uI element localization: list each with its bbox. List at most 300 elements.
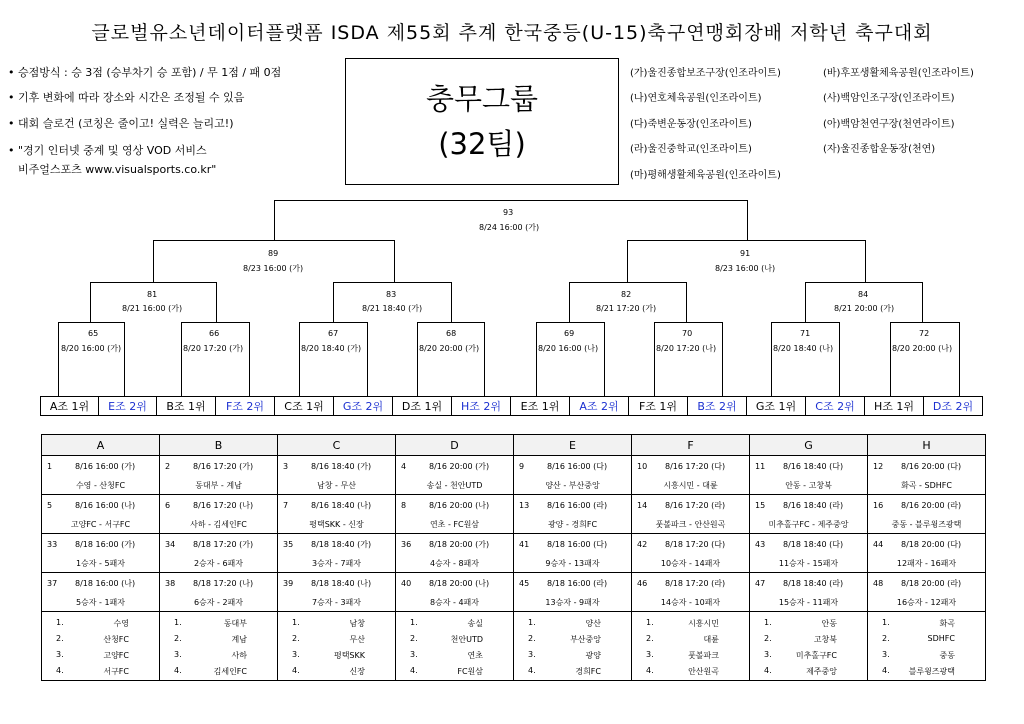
match-number: 46 <box>637 579 648 588</box>
match-number: 33 <box>47 540 58 549</box>
match-teams: 8승자 - 4패자 <box>429 598 480 607</box>
team-name: 시흥시민 <box>688 619 719 628</box>
qf-83-time: 8/21 18:40 (가) <box>362 304 423 313</box>
qf-82-time: 8/21 17:20 (가) <box>596 304 657 313</box>
semi-2-time: 8/23 16:00 (나) <box>715 264 776 273</box>
match-time: 8/16 17:20 (가) <box>193 462 254 471</box>
rank-label: 4. <box>292 666 300 675</box>
match-cell <box>278 534 396 573</box>
seed-a2: A조 2위 <box>569 396 629 416</box>
match-teams: 미추홀구FC - 제주중앙 <box>768 520 849 529</box>
roster-entry <box>882 634 955 646</box>
match-teams: 안동 - 고창북 <box>785 481 832 490</box>
rank-label: 2. <box>764 634 772 643</box>
seed-e2: E조 2위 <box>98 396 157 416</box>
venue-ja: (자)울진종합운동장(천연) <box>823 144 936 155</box>
team-name: 중동 <box>939 651 955 660</box>
match-time: 8/18 18:40 (라) <box>783 579 844 588</box>
match-time: 8/16 18:40 (가) <box>311 462 372 471</box>
team-name: 안산원곡 <box>688 667 719 676</box>
rank-label: 2. <box>56 634 64 643</box>
roster-entry <box>56 666 129 678</box>
page-title: 글로벌유소년데이터플랫폼 ISDA 제55회 추계 한국중등(U-15)축구연맹회장배 저학년 축구대회 <box>91 22 933 44</box>
match-number: 35 <box>283 540 294 549</box>
match-number: 1 <box>47 462 53 471</box>
match-number: 2 <box>165 462 171 471</box>
match-teams: 14승자 - 10패자 <box>660 598 721 607</box>
match-cell <box>396 534 514 573</box>
seed-f1: F조 1위 <box>628 396 688 416</box>
r16-65-time: 8/20 16:00 (가) <box>61 344 122 353</box>
schedule-row <box>42 495 986 534</box>
match-time: 8/16 18:40 (라) <box>783 501 844 510</box>
match-cell <box>278 495 396 534</box>
roster-entry <box>410 634 483 646</box>
rank-label: 3. <box>56 650 64 659</box>
match-time: 8/18 17:20 (나) <box>193 579 254 588</box>
match-teams: 수영 - 산청FC <box>75 481 126 490</box>
match-teams: 10승자 - 14패자 <box>660 559 721 568</box>
group-name: 충무그룹 <box>425 82 539 116</box>
match-number: 10 <box>637 462 648 471</box>
match-time: 8/18 20:00 (다) <box>901 540 962 549</box>
match-cell <box>868 534 986 573</box>
roster-entry <box>292 618 365 630</box>
team-name: 대륜 <box>703 635 719 644</box>
rank-label: 2. <box>882 634 890 643</box>
roster-entry <box>528 634 601 646</box>
seed-f2: F조 2위 <box>215 396 275 416</box>
rank-label: 2. <box>292 634 300 643</box>
team-name: 화곡 <box>939 619 955 628</box>
group-roster <box>160 612 278 681</box>
match-cell <box>632 573 750 612</box>
match-number: 11 <box>755 462 766 471</box>
group-header-f: F <box>632 435 750 456</box>
seed-b2: B조 2위 <box>687 396 747 416</box>
match-cell <box>160 456 278 495</box>
schedule-row <box>42 573 986 612</box>
match-time: 8/18 16:00 (라) <box>547 579 608 588</box>
rank-label: 4. <box>764 666 772 675</box>
rank-label: 1. <box>764 618 772 627</box>
match-number: 13 <box>519 501 530 510</box>
rank-label: 2. <box>528 634 536 643</box>
group-roster <box>750 612 868 681</box>
match-cell <box>750 456 868 495</box>
match-teams: 6승자 - 2패자 <box>193 598 244 607</box>
match-cell <box>160 495 278 534</box>
rank-label: 4. <box>882 666 890 675</box>
match-time: 8/16 16:00 (라) <box>547 501 608 510</box>
match-cell <box>278 456 396 495</box>
rank-label: 3. <box>410 650 418 659</box>
rank-label: 4. <box>410 666 418 675</box>
match-teams: 3승자 - 7패자 <box>311 559 362 568</box>
match-time: 8/16 16:00 (가) <box>75 462 136 471</box>
match-time: 8/18 17:20 (가) <box>193 540 254 549</box>
team-name: 천안UTD <box>450 635 483 644</box>
roster-entry <box>174 618 247 630</box>
group-roster <box>632 612 750 681</box>
rank-label: 4. <box>646 666 654 675</box>
match-cell <box>396 456 514 495</box>
r16-72-no: 72 <box>919 329 930 338</box>
match-teams: 평택SKK - 신장 <box>309 520 364 529</box>
rank-label: 3. <box>292 650 300 659</box>
match-cell <box>750 534 868 573</box>
seed-d2: D조 2위 <box>923 396 983 416</box>
match-teams: 동대부 - 계남 <box>195 481 242 490</box>
match-cell <box>42 456 160 495</box>
roster-entry <box>528 618 601 630</box>
match-time: 8/18 20:00 (나) <box>429 579 490 588</box>
roster-entry <box>292 650 365 662</box>
semi-2-no: 91 <box>740 249 751 258</box>
match-teams: 5승자 - 1패자 <box>75 598 126 607</box>
qf-84-no: 84 <box>858 290 869 299</box>
team-name: SDHFC <box>927 634 955 643</box>
rank-label: 3. <box>174 650 182 659</box>
venue-ra: (라)울진중학교(인조라이트) <box>630 144 752 155</box>
venue-sa: (사)백암인조구장(인조라이트) <box>823 93 955 104</box>
semi-1-time: 8/23 16:00 (가) <box>243 264 304 273</box>
team-name: 수영 <box>113 619 129 628</box>
match-teams: 16승자 - 12패자 <box>896 598 957 607</box>
match-teams: 9승자 - 13패자 <box>545 559 600 568</box>
match-teams: 연초 - FC원삼 <box>429 520 480 529</box>
match-number: 4 <box>401 462 407 471</box>
rank-label: 2. <box>646 634 654 643</box>
roster-entry <box>764 666 837 678</box>
match-cell <box>750 495 868 534</box>
match-number: 6 <box>165 501 171 510</box>
match-cell <box>514 534 632 573</box>
match-teams: 시흥시민 - 대륜 <box>663 481 718 490</box>
venue-ba: (바)후포생활체육공원(인조라이트) <box>823 68 974 79</box>
seed-g2: G조 2위 <box>333 396 393 416</box>
note-broadcast: • "경기 인터넷 중계 및 영상 VOD 서비스 <box>8 144 207 157</box>
match-time: 8/16 20:00 (가) <box>429 462 490 471</box>
match-teams: 15승자 - 11패자 <box>778 598 839 607</box>
match-number: 9 <box>519 462 525 471</box>
match-time: 8/18 16:00 (다) <box>547 540 608 549</box>
roster-entry <box>174 666 247 678</box>
schedule-row <box>42 534 986 573</box>
team-name: 경희FC <box>575 667 601 676</box>
match-teams: 송실 - 천안UTD <box>426 481 483 490</box>
match-cell <box>514 495 632 534</box>
match-time: 8/18 20:00 (가) <box>429 540 490 549</box>
group-header-b: B <box>160 435 278 456</box>
match-time: 8/16 17:20 (다) <box>665 462 726 471</box>
r16-67-time: 8/20 18:40 (가) <box>301 344 362 353</box>
rank-label: 3. <box>882 650 890 659</box>
roster-entry <box>764 634 837 646</box>
qf-81-time: 8/21 16:00 (가) <box>122 304 183 313</box>
qf-81-no: 81 <box>147 290 158 299</box>
match-cell <box>160 573 278 612</box>
final-time: 8/24 16:00 (가) <box>479 223 540 232</box>
match-number: 3 <box>283 462 289 471</box>
rank-label: 4. <box>56 666 64 675</box>
group-header-h: H <box>868 435 986 456</box>
match-teams: 7승자 - 3패자 <box>311 598 362 607</box>
final-no: 93 <box>503 208 514 217</box>
match-number: 42 <box>637 540 648 549</box>
group-box <box>345 58 619 185</box>
match-number: 38 <box>165 579 176 588</box>
match-cell <box>42 495 160 534</box>
team-name: 부산중앙 <box>570 635 601 644</box>
r16-70-time: 8/20 17:20 (나) <box>656 344 717 353</box>
roster-entry <box>882 618 955 630</box>
team-name: 풋볼파크 <box>688 651 719 660</box>
roster-entry <box>174 634 247 646</box>
roster-entry <box>410 650 483 662</box>
roster-entry <box>646 650 719 662</box>
match-cell <box>868 495 986 534</box>
qf-82-no: 82 <box>621 290 632 299</box>
roster-entry <box>174 650 247 662</box>
match-time: 8/18 17:20 (다) <box>665 540 726 549</box>
rank-label: 1. <box>292 618 300 627</box>
team-name: 산청FC <box>103 635 129 644</box>
rank-label: 2. <box>174 634 182 643</box>
match-cell <box>514 573 632 612</box>
rank-label: 1. <box>174 618 182 627</box>
team-name: 블루윙즈광택 <box>908 667 955 676</box>
match-number: 36 <box>401 540 412 549</box>
qf-83-no: 83 <box>386 290 397 299</box>
note-broadcast-url: 비주얼스포츠 www.visualsports.co.kr" <box>18 163 217 176</box>
match-number: 43 <box>755 540 766 549</box>
match-number: 47 <box>755 579 766 588</box>
venue-ma: (마)평해생활체육공원(인조라이트) <box>630 170 781 181</box>
match-teams: 중동 - 블루윙즈광택 <box>891 520 962 529</box>
rank-label: 3. <box>764 650 772 659</box>
team-name: 계남 <box>231 635 247 644</box>
roster-entry <box>646 634 719 646</box>
r16-68-time: 8/20 20:00 (가) <box>419 344 480 353</box>
match-time: 8/18 18:40 (나) <box>311 579 372 588</box>
team-name: 평택SKK <box>333 651 365 660</box>
team-name: 무산 <box>349 635 365 644</box>
match-number: 44 <box>873 540 884 549</box>
seed-c1: C조 1위 <box>274 396 334 416</box>
seed-h2: H조 2위 <box>451 396 511 416</box>
rank-label: 1. <box>410 618 418 627</box>
match-time: 8/16 18:40 (나) <box>311 501 372 510</box>
group-roster <box>868 612 986 681</box>
roster-entry <box>56 634 129 646</box>
roster-entry <box>882 650 955 662</box>
match-teams: 11승자 - 15패자 <box>778 559 839 568</box>
match-number: 5 <box>47 501 53 510</box>
group-roster <box>396 612 514 681</box>
rank-label: 3. <box>646 650 654 659</box>
team-name: 김세인FC <box>213 667 247 676</box>
roster-entry <box>882 666 955 678</box>
seed-d1: D조 1위 <box>392 396 452 416</box>
roster-entry <box>646 666 719 678</box>
match-teams: 풋볼파크 - 안산원곡 <box>655 520 726 529</box>
r16-68-no: 68 <box>446 329 457 338</box>
team-name: FC원삼 <box>457 667 483 676</box>
group-header-c: C <box>278 435 396 456</box>
venue-na: (나)연호체육공원(인조라이트) <box>630 93 762 104</box>
match-cell <box>396 573 514 612</box>
team-name: 광양 <box>585 651 601 660</box>
group-header-a: A <box>42 435 160 456</box>
match-teams: 사하 - 김세인FC <box>190 520 247 529</box>
roster-entry <box>528 666 601 678</box>
match-time: 8/18 18:40 (다) <box>783 540 844 549</box>
match-number: 15 <box>755 501 766 510</box>
rank-label: 1. <box>528 618 536 627</box>
match-cell <box>160 534 278 573</box>
roster-entry <box>56 618 129 630</box>
team-name: 남창 <box>349 619 365 628</box>
match-number: 14 <box>637 501 648 510</box>
match-teams: 고양FC - 서구FC <box>70 520 131 529</box>
roster-entry <box>646 618 719 630</box>
note-scoring: • 승점방식 : 승 3점 (승부차기 승 포함) / 무 1점 / 패 0점 <box>8 66 282 79</box>
match-teams: 12패자 - 16패자 <box>896 559 957 568</box>
team-name: 연초 <box>467 651 483 660</box>
match-cell <box>632 456 750 495</box>
team-name: 양산 <box>585 619 601 628</box>
seed-c2: C조 2위 <box>805 396 865 416</box>
rank-label: 1. <box>646 618 654 627</box>
match-time: 8/16 20:00 (나) <box>429 501 490 510</box>
rank-label: 2. <box>410 634 418 643</box>
match-time: 8/16 18:40 (다) <box>783 462 844 471</box>
match-cell <box>42 573 160 612</box>
seed-e1: E조 1위 <box>510 396 570 416</box>
match-teams: 2승자 - 6패자 <box>193 559 244 568</box>
seed-b1: B조 1위 <box>156 396 216 416</box>
match-cell <box>750 573 868 612</box>
match-teams: 화곡 - SDHFC <box>901 481 952 490</box>
match-number: 8 <box>401 501 407 510</box>
match-cell <box>514 456 632 495</box>
r16-72-time: 8/20 20:00 (나) <box>892 344 953 353</box>
group-roster <box>42 612 160 681</box>
match-cell <box>396 495 514 534</box>
team-name: 미추홀구FC <box>795 651 837 660</box>
venue-ga: (가)울진종합보조구장(인조라이트) <box>630 68 781 79</box>
venue-a: (아)백암천연구장(천연라이트) <box>823 119 955 130</box>
roster-entry <box>410 618 483 630</box>
team-name: 송실 <box>467 619 483 628</box>
match-number: 39 <box>283 579 294 588</box>
rank-label: 4. <box>528 666 536 675</box>
match-number: 16 <box>873 501 884 510</box>
team-name: 사하 <box>231 651 247 660</box>
match-time: 8/16 16:00 (나) <box>75 501 136 510</box>
match-time: 8/18 16:00 (가) <box>75 540 136 549</box>
r16-71-time: 8/20 18:40 (나) <box>773 344 834 353</box>
team-name: 신장 <box>349 667 365 676</box>
qf-84-time: 8/21 20:00 (가) <box>834 304 895 313</box>
roster-entry <box>292 634 365 646</box>
roster-row <box>42 612 986 681</box>
team-name: 제주중앙 <box>806 667 837 676</box>
rank-label: 4. <box>174 666 182 675</box>
roster-entry <box>292 666 365 678</box>
group-team-count: (32팀) <box>438 127 526 161</box>
group-roster <box>278 612 396 681</box>
note-slogan: • 대회 슬로건 (코칭은 줄이고! 실력은 늘리고!) <box>8 117 234 130</box>
match-teams: 4승자 - 8패자 <box>429 559 480 568</box>
match-time: 8/18 16:00 (나) <box>75 579 136 588</box>
rank-label: 1. <box>882 618 890 627</box>
team-name: 고양FC <box>103 651 129 660</box>
match-teams: 광양 - 경희FC <box>547 520 598 529</box>
roster-entry <box>764 650 837 662</box>
r16-70-no: 70 <box>682 329 693 338</box>
r16-66-no: 66 <box>209 329 220 338</box>
r16-69-time: 8/20 16:00 (나) <box>538 344 599 353</box>
match-teams: 양산 - 부산중앙 <box>545 481 600 490</box>
group-header-e: E <box>514 435 632 456</box>
roster-entry <box>764 618 837 630</box>
semi-1-no: 89 <box>268 249 279 258</box>
match-time: 8/16 17:20 (라) <box>665 501 726 510</box>
match-number: 12 <box>873 462 884 471</box>
match-time: 8/18 17:20 (라) <box>665 579 726 588</box>
group-header-d: D <box>396 435 514 456</box>
seed-g1: G조 1위 <box>746 396 806 416</box>
team-name: 안동 <box>821 619 837 628</box>
seed-h1: H조 1위 <box>864 396 924 416</box>
match-number: 37 <box>47 579 58 588</box>
roster-entry <box>56 650 129 662</box>
r16-65-no: 65 <box>88 329 99 338</box>
match-number: 40 <box>401 579 412 588</box>
match-time: 8/16 20:00 (다) <box>901 462 962 471</box>
r16-71-no: 71 <box>800 329 811 338</box>
roster-entry <box>410 666 483 678</box>
match-cell <box>42 534 160 573</box>
schedule-row <box>42 456 986 495</box>
group-header-g: G <box>750 435 868 456</box>
match-number: 45 <box>519 579 530 588</box>
match-cell <box>278 573 396 612</box>
r16-66-time: 8/20 17:20 (가) <box>183 344 244 353</box>
match-number: 41 <box>519 540 530 549</box>
match-time: 8/18 20:00 (라) <box>901 579 962 588</box>
match-number: 48 <box>873 579 884 588</box>
rank-label: 1. <box>56 618 64 627</box>
group-schedule-table <box>41 434 986 681</box>
match-cell <box>632 534 750 573</box>
venue-da: (다)죽변운동장(인조라이트) <box>630 119 752 130</box>
match-teams: 1승자 - 5패자 <box>75 559 126 568</box>
match-cell <box>632 495 750 534</box>
seed-a1: A조 1위 <box>40 396 99 416</box>
match-teams: 남창 - 무산 <box>317 481 356 490</box>
match-time: 8/16 16:00 (다) <box>547 462 608 471</box>
team-name: 서구FC <box>103 667 129 676</box>
group-roster <box>514 612 632 681</box>
note-weather: • 기후 변화에 따라 장소와 시간은 조정될 수 있음 <box>8 91 245 104</box>
match-teams: 13승자 - 9패자 <box>545 598 600 607</box>
r16-67-no: 67 <box>328 329 339 338</box>
match-time: 8/16 17:20 (나) <box>193 501 254 510</box>
match-time: 8/18 18:40 (가) <box>311 540 372 549</box>
